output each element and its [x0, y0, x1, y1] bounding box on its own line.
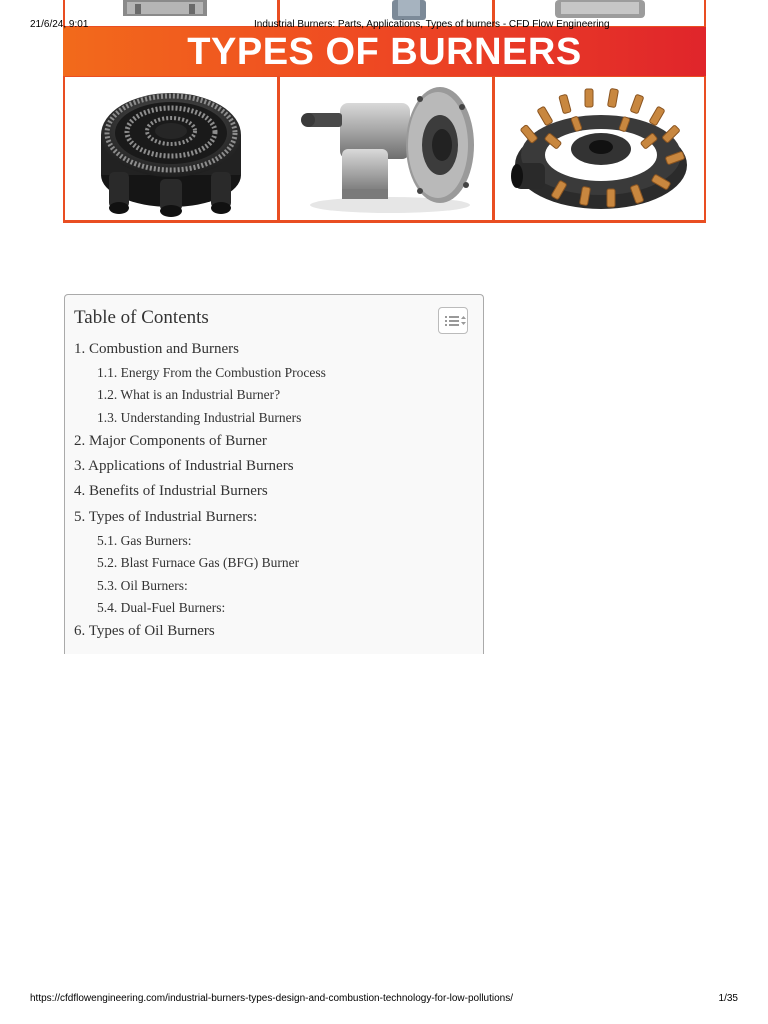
print-footer [30, 993, 738, 1007]
ring-gas-burner-image [65, 77, 277, 220]
toc-item-5[interactable]: 5. Types of Industrial Burners: [74, 509, 258, 525]
banner-cell-jet-burner [495, 77, 704, 220]
toc-item-1-2[interactable]: 1.2. What is an Industrial Burner? [97, 387, 281, 402]
banner-cell-industrial-burner [280, 77, 492, 220]
print-page-title: Industrial Burners: Parts, Applications, Types of burners - CFD Flow Engineering [254, 19, 610, 30]
table-of-contents [64, 294, 484, 654]
toc-item-5-3[interactable]: 5.3. Oil Burners: [97, 578, 188, 593]
banner-title-bar [63, 27, 706, 76]
toc-item-4[interactable]: 4. Benefits of Industrial Burners [74, 483, 268, 499]
banner-cell-ring-burner [65, 77, 277, 220]
print-date: 21/6/24, 9:01 [30, 19, 89, 30]
industrial-gas-burner-image [280, 77, 492, 220]
multi-jet-ring-burner-image [495, 77, 704, 220]
page-number: 1/35 [718, 993, 738, 1004]
types-of-burners-banner [63, 0, 706, 223]
print-header [30, 19, 738, 33]
toc-item-6[interactable]: 6. Types of Oil Burners [74, 623, 215, 639]
toc-toggle-button[interactable] [438, 307, 468, 334]
page-url: https://cfdflowengineering.com/industrial-burners-types-design-and-combustion-technology-for-low-pollutions/ [30, 993, 514, 1004]
banner-title: TYPES OF BURNERS [187, 30, 582, 73]
toc-item-3[interactable]: 3. Applications of Industrial Burners [74, 458, 294, 474]
toc-item-5-4[interactable]: 5.4. Dual-Fuel Burners: [97, 600, 226, 615]
list-toggle-icon [439, 308, 467, 333]
toc-item-2[interactable]: 2. Major Components of Burner [74, 433, 267, 449]
toc-item-5-2[interactable]: 5.2. Blast Furnace Gas (BFG) Burner [97, 555, 300, 570]
toc-item-1-3[interactable]: 1.3. Understanding Industrial Burners [97, 410, 302, 425]
toc-item-1[interactable]: 1. Combustion and Burners [74, 341, 239, 357]
toc-item-5-1[interactable]: 5.1. Gas Burners: [97, 533, 192, 548]
toc-title: Table of Contents [74, 307, 209, 328]
toc-item-1-1[interactable]: 1.1. Energy From the Combustion Process [97, 365, 326, 380]
